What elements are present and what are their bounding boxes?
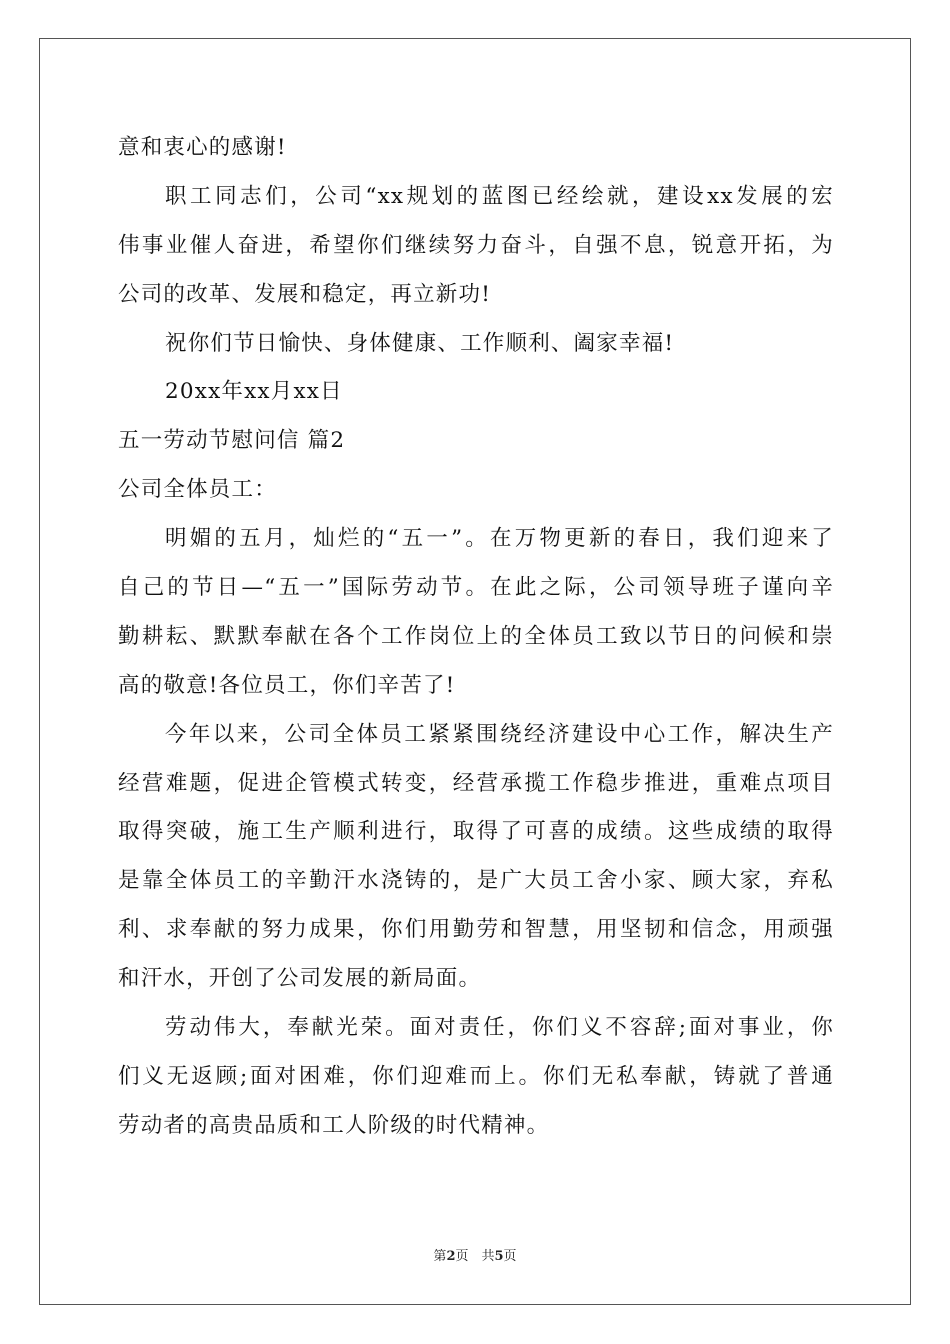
text-line-12: 高的敬意!各位员工，你们辛苦了! [118, 672, 456, 698]
text-line-5: 祝你们节日愉快、身体健康、工作顺利、阖家幸福! [165, 330, 675, 356]
section-heading: 五一劳动节慰问信 篇2 [118, 428, 346, 454]
text-line-15: 取得突破，施工生产顺利进行，取得了可喜的成绩。这些成绩的取得 [118, 819, 834, 845]
text-line-4: 公司的改革、发展和稳定，再立新功! [118, 281, 492, 307]
text-line-20: 们义无返顾;面对困难，你们迎难而上。你们无私奉献，铸就了普通 [118, 1063, 834, 1089]
text-line-14: 经营难题，促进企管模式转变，经营承揽工作稳步推进，重难点项目 [118, 770, 834, 796]
text-line-17: 利、求奉献的努力成果，你们用勤劳和智慧，用坚韧和信念，用顽强 [118, 917, 834, 943]
text-line-3: 伟事业催人奋进，希望你们继续努力奋斗，自强不息，锐意开拓，为 [118, 232, 834, 258]
footer-prefix: 第 [433, 1249, 447, 1264]
text-line-11: 勤耕耘、默默奉献在各个工作岗位上的全体员工致以节日的问候和崇 [118, 623, 834, 649]
text-line-16: 是靠全体员工的辛勤汗水浇铸的，是广大员工舍小家、顾大家，弃私 [118, 868, 834, 894]
footer-suffix: 页 [503, 1249, 517, 1264]
text-line-9: 明媚的五月，灿烂的“五一”。在万物更新的春日，我们迎来了 [165, 526, 834, 552]
text-line-21: 劳动者的高贵品质和工人阶级的时代精神。 [118, 1112, 550, 1138]
total-page-count: 5 [494, 1249, 504, 1264]
document-body [118, 124, 834, 1151]
text-line-10: 自己的节日—“五一”国际劳动节。在此之际，公司领导班子谨向辛 [118, 575, 834, 601]
text-line-19: 劳动伟大，奉献光荣。面对责任，你们义不容辞;面对事业，你 [165, 1015, 834, 1041]
footer-middle: 页 共 [455, 1249, 495, 1264]
date-line: 20xx年xx月xx日 [165, 379, 343, 405]
text-line-1: 意和衷心的感谢! [118, 135, 287, 160]
salutation: 公司全体员工： [118, 477, 277, 503]
current-page-number: 2 [446, 1249, 456, 1264]
text-line-2: 职工同志们，公司“xx规划的蓝图已经绘就，建设xx发展的宏 [165, 183, 834, 209]
text-line-13: 今年以来，公司全体员工紧紧围绕经济建设中心工作，解决生产 [165, 721, 834, 747]
text-line-18: 和汗水，开创了公司发展的新局面。 [118, 966, 482, 992]
page-footer [0, 1248, 950, 1266]
